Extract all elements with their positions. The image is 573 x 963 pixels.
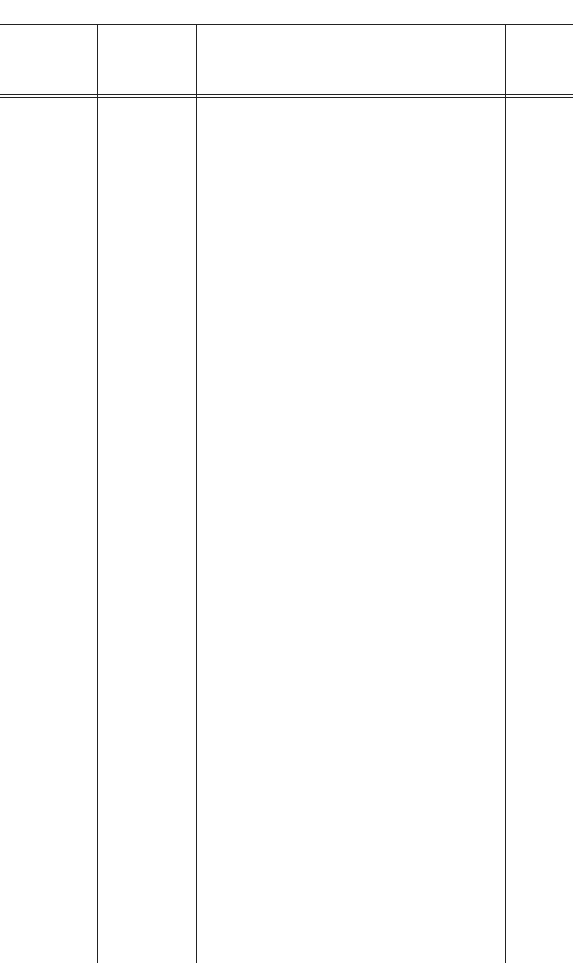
rule-header-bottom-2 (0, 97, 573, 98)
col-divider-3 (505, 24, 506, 963)
col-divider-1 (97, 24, 98, 963)
rule-top (0, 24, 573, 25)
col-divider-2 (196, 24, 197, 963)
rule-header-bottom (0, 94, 573, 95)
